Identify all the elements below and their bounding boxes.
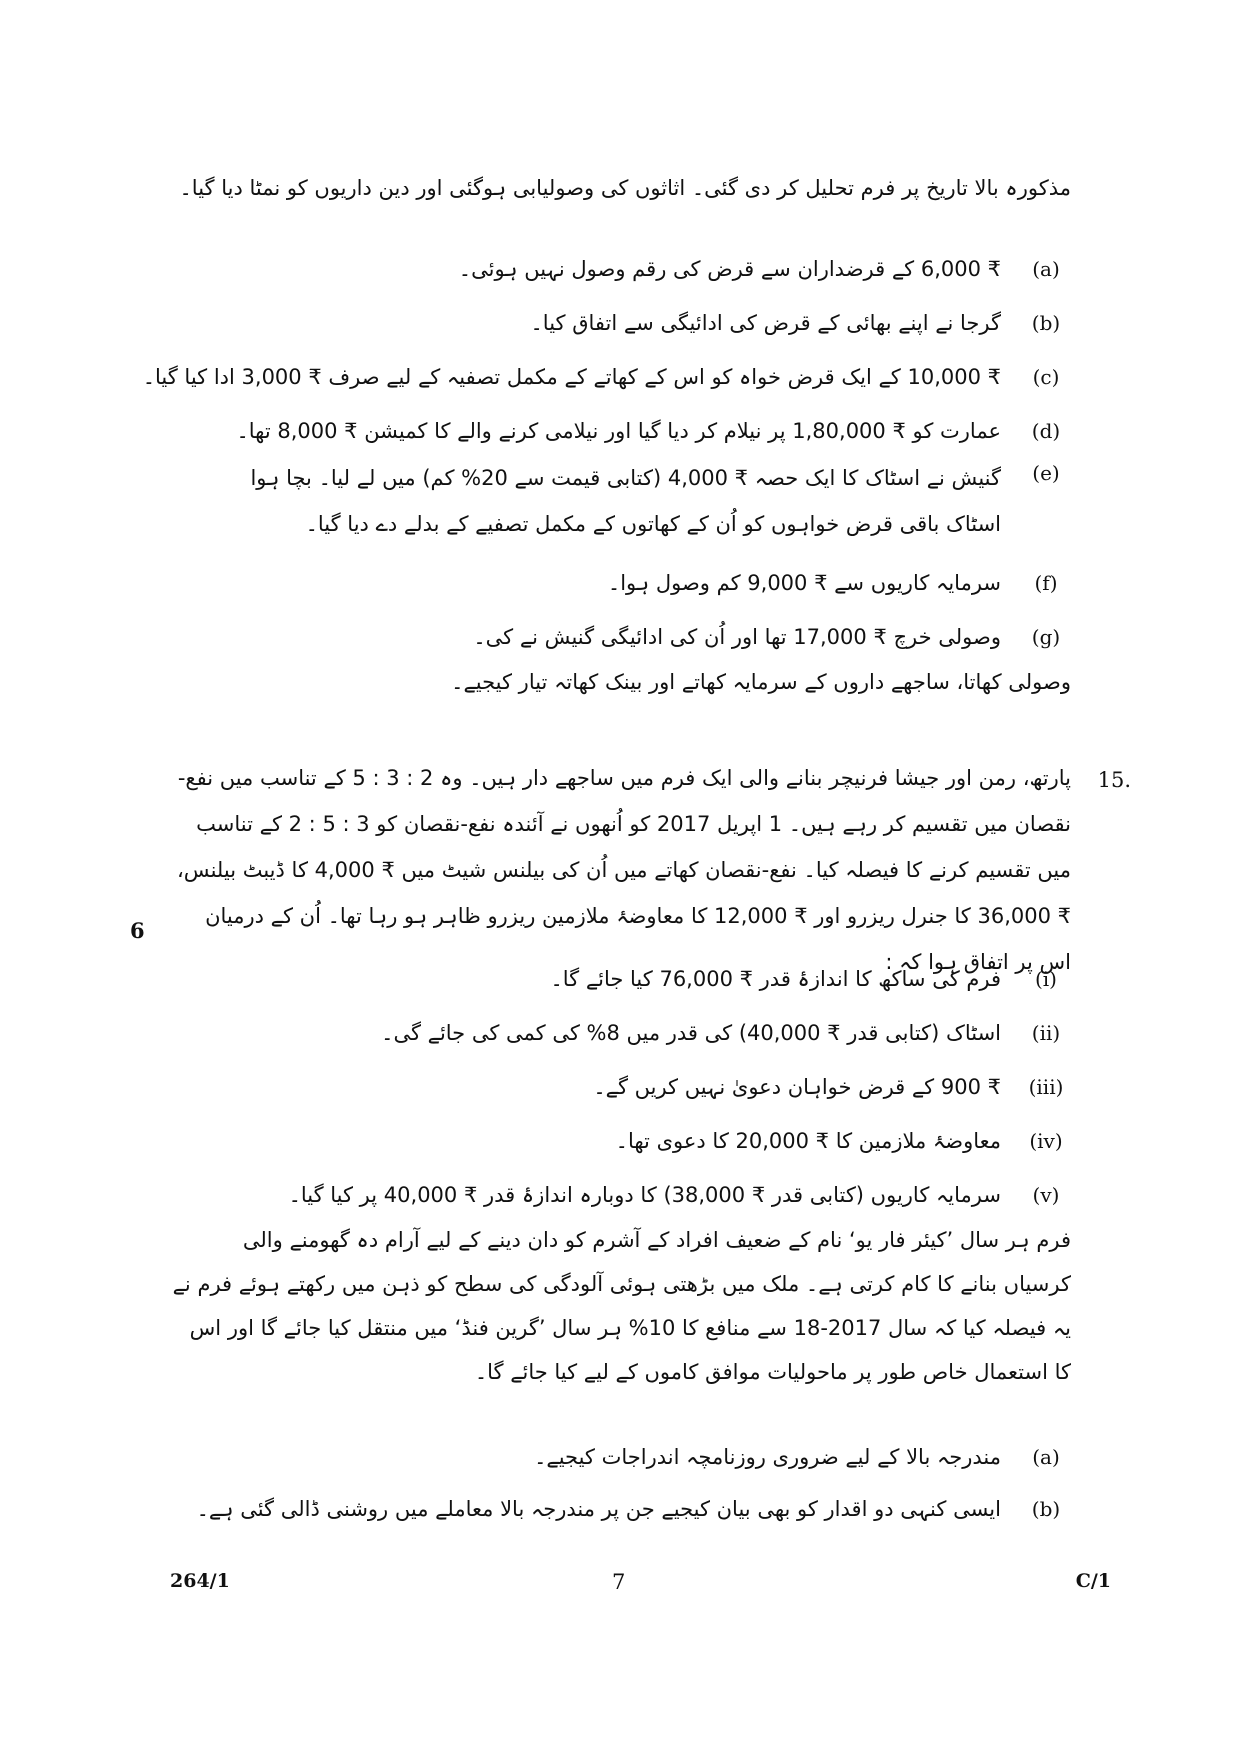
item-text: فرم کی ساکھ کا اندازۂ قدر ₹ 76,000 کیا جائے گا۔ <box>550 967 1001 991</box>
q15-intro: پارتھ، رمن اور جیشا فرنیچر بنانے والی ایک فرم میں ساجھے دار ہیں۔ وہ 2 : 3 : 5 کے تناسب میں نفع-نقصان میں تقسیم کر رہے ہیں۔ 1 اپریل 2017 کو اُنھوں نے آئندہ نفع-نقصان کو 3 : 5 : 2 کے تناسب میں تقسیم کرنے کا فیصلہ کیا۔ نفع-نقصان کھاتے میں اُن کی بیلنس شیٹ میں ₹ 4,000 کا ڈیبٹ بیلنس، ₹ 36,000 کا جنرل ریزرو اور ₹ 12,000 کا معاوضۂ ملازمین ریزرو ظاہر ہو رہا تھا۔ اُن کے درمیان اس پر اتفاق ہوا کہ : <box>177 766 1071 974</box>
item-text: ایسی کنہی دو اقدار کو بھی بیان کیجیے جن پر مندرجہ بالا معاملے میں روشنی ڈالی گئی ہے۔ <box>196 1497 1001 1521</box>
q15-paragraph: فرم ہر سال ’کیئر فار یو‘ نام کے ضعیف افراد کے آشرم کو دان دینے کے لیے آرام دہ گھومنے والی کرسیاں بنانے کا کام کرتی ہے۔ ملک میں بڑھتی ہوئی آلودگی کی سطح کو ذہن میں رکھتے ہوئے فرم نے یہ فیصلہ کیا کہ سال 2017-18 سے منافع کا 10% ہر سال ’گرین فنڈ‘ میں منتقل کیا جائے گا اور اس کا استعمال خاص طور پر ماحولیات موافق کاموں کے لیے کیا جائے گا۔ <box>172 1228 1071 1384</box>
item-label: (d) <box>1031 419 1061 443</box>
q14-item-b <box>530 306 1071 340</box>
item-label: (g) <box>1031 625 1061 649</box>
q15-sub-a <box>534 1440 1071 1474</box>
q15-item-iii <box>593 1070 1071 1104</box>
item-label: (v) <box>1032 1183 1060 1207</box>
q14-item-a <box>459 252 1071 286</box>
item-label: (iii) <box>1028 1075 1064 1099</box>
item-label: (b) <box>1031 311 1061 335</box>
item-text: سرمایہ کاریوں سے ₹ 9,000 کم وصول ہوا۔ <box>607 571 1001 595</box>
item-label: (a) <box>1032 1445 1060 1469</box>
item-text: اسٹاک (کتابی قدر ₹ 40,000) کی قدر میں 8% کی کمی کی جائے گی۔ <box>381 1021 1001 1045</box>
q15-sub-b <box>197 1492 1071 1526</box>
item-text: مندرجہ بالا کے لیے ضروری روزنامچہ اندراجات کیجیے۔ <box>534 1445 1001 1469</box>
q14-item-e <box>191 455 1071 547</box>
paper-code: 264/1 <box>170 1570 230 1592</box>
item-text: سرمایہ کاریوں (کتابی قدر ₹ 38,000) کا دوبارہ اندازۂ قدر ₹ 40,000 پر کیا گیا۔ <box>288 1183 1001 1207</box>
q14-item-f <box>608 566 1071 600</box>
item-text: وصولی خرچ ₹ 17,000 تھا اور اُن کی ادائیگی گنیش نے کی۔ <box>473 625 1001 649</box>
page-number: 7 <box>612 1570 626 1594</box>
item-label: (b) <box>1031 1497 1061 1521</box>
q14-closing: وصولی کھاتا، ساجھے داروں کے سرمایہ کھاتے اور بینک کھاتہ تیار کیجیے۔ <box>451 670 1071 694</box>
item-text: ₹ 6,000 کے قرضداران سے قرض کی رقم وصول نہیں ہوئی۔ <box>458 257 1001 281</box>
item-label: (i) <box>1034 967 1057 991</box>
item-label: (a) <box>1032 257 1060 281</box>
item-text: گرجا نے اپنے بھائی کے قرض کی ادائیگی سے اتفاق کیا۔ <box>530 311 1001 335</box>
q15-item-ii <box>381 1016 1071 1050</box>
q14-item-d <box>236 414 1071 448</box>
item-text: ₹ 10,000 کے ایک قرض خواہ کو اس کے کھاتے کے مکمل تصفیہ کے لیے صرف ₹ 3,000 ادا کیا گیا۔ <box>142 365 1001 389</box>
item-text: معاوضۂ ملازمین کا ₹ 20,000 کا دعوی تھا۔ <box>615 1129 1001 1153</box>
q15-item-v <box>289 1178 1071 1212</box>
item-text: ₹ 900 کے قرض خواہان دعویٰ نہیں کریں گے۔ <box>593 1075 1001 1099</box>
item-label: (e) <box>1032 461 1060 485</box>
item-label: (iv) <box>1029 1129 1063 1153</box>
item-text: عمارت کو ₹ 1,80,000 پر نیلام کر دیا گیا اور نیلامی کرنے والے کا کمیشن ₹ 8,000 تھا۔ <box>236 419 1001 443</box>
item-label: (ii) <box>1031 1021 1061 1045</box>
item-label: (c) <box>1032 365 1060 389</box>
q14-item-c <box>143 360 1071 394</box>
item-label: (f) <box>1034 571 1058 595</box>
q15-item-i <box>550 962 1071 996</box>
item-text: گنیش نے اسٹاک کا ایک حصہ ₹ 4,000 (کتابی قیمت سے 20% کم) میں لے لیا۔ بچا ہوا اسٹاک باقی قرض خواہوں کو اُن کے کھاتوں کے مکمل تصفیے کے بدلے دے دیا گیا۔ <box>250 466 1001 536</box>
question-number: 15. <box>1097 768 1131 792</box>
question-marks: 6 <box>130 918 145 943</box>
set-code: C/1 <box>1075 1570 1111 1592</box>
q15-item-iv <box>616 1124 1071 1158</box>
q14-item-g <box>473 620 1071 654</box>
q14-intro: مذکورہ بالا تاریخ پر فرم تحلیل کر دی گئی۔ اثاثوں کی وصولیابی ہوگئی اور دین داریوں کو نمٹا دیا گیا۔ <box>179 176 1071 200</box>
